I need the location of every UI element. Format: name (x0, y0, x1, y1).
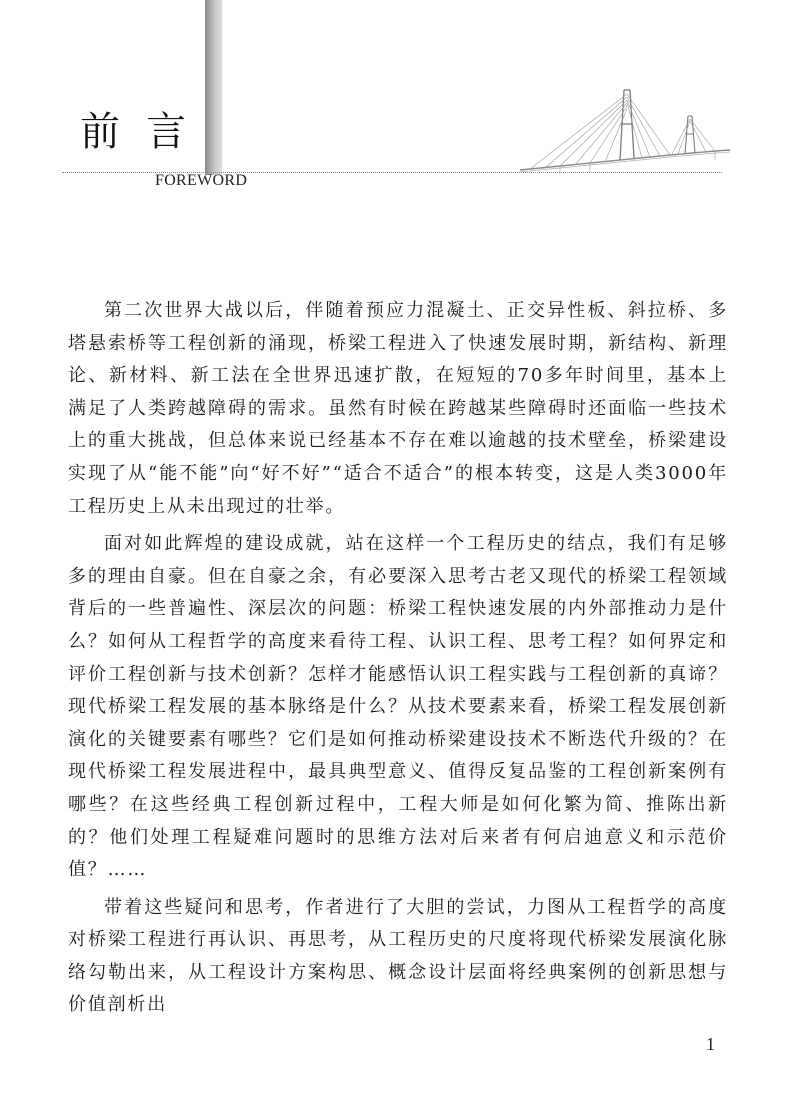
page-subtitle: FOREWORD (155, 172, 248, 189)
paragraph: 第二次世界大战以后，伴随着预应力混凝土、正交异性板、斜拉桥、多塔悬索桥等工程创新的涌现，桥梁工程进入了快速发展时期，新结构、新理论、新材料、新工法在全世界迅速扩散，在短短的70多年时间里，基本上满足了人类跨越障碍的需求。虽然有时候在跨越某些障碍时还面临一些技术上的重大挑战，但总体来说已经基本不存在难以逾越的技术壁垒，桥梁建设实现了从“能不能”向“好不好”“适合不适合”的根本转变，这是人类3000年工程历史上从未出现过的壮举。 (68, 300, 728, 517)
bridge-illustration-icon (520, 84, 730, 176)
body-text (68, 295, 728, 1027)
paragraph: 面对如此辉煌的建设成就，站在这样一个工程历史的结点，我们有足够多的理由自豪。但在自豪之余，有必要深入思考古老又现代的桥梁工程领域背后的一些普遍性、深层次的问题：桥梁工程快速发展的内外部推动力是什么？如何从工程哲学的高度来看待工程、认识工程、思考工程？如何界定和评价工程创新与技术创新？怎样才能感悟认识工程实践与工程创新的真谛？现代桥梁工程发展的基本脉络是什么？从技术要素来看，桥梁工程发展创新演化的关键要素有哪些？它们是如何推动桥梁建设技术不断迭代升级的？在现代桥梁工程发展进程中，最具典型意义、值得反复品鉴的工程创新案例有哪些？在这些经典工程创新过程中，工程大师是如何化繁为简、推陈出新的？他们处理工程疑难问题时的思维方法对后来者有何启迪意义和示范价值？…… (68, 533, 728, 881)
page-title: 前言 (80, 109, 212, 155)
page-number: 1 (706, 1034, 715, 1054)
paragraph: 带着这些疑问和思考，作者进行了大胆的尝试，力图从工程哲学的高度对桥梁工程进行再认识、再思考，从工程历史的尺度将现代桥梁发展演化脉络勾勒出来，从工程设计方案构思、概念设计层面将经典案例的创新思想与价值剖析出 (68, 896, 728, 1016)
